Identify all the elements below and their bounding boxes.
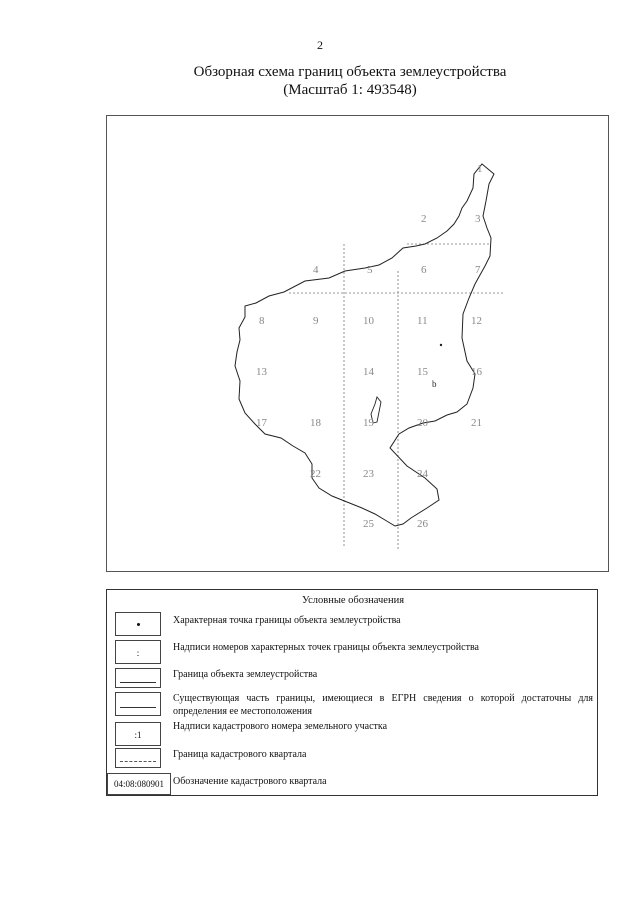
point-label-9: 9 bbox=[313, 315, 319, 327]
title-line-2: (Масштаб 1: 493548) bbox=[283, 82, 417, 98]
legend-item-point-labels bbox=[107, 638, 599, 664]
legend-symbol-quarter-boundary bbox=[115, 748, 161, 768]
existing-boundary-line-icon bbox=[120, 707, 156, 708]
legend-text-existing-boundary: Существующая часть границы, имеющиеся в ЕГРН сведения о которой достаточны для определения ее местоположения bbox=[173, 693, 593, 717]
quarter-code-sample: 04:08:080901 bbox=[107, 773, 171, 795]
point-label-21: 21 bbox=[471, 417, 482, 429]
point-label-sample: : bbox=[136, 648, 140, 658]
grid-lines bbox=[289, 244, 503, 551]
legend-symbol-point bbox=[115, 612, 161, 636]
point-label-22: 22 bbox=[310, 468, 321, 480]
legend-text-quarter-boundary: Граница кадастрового квартала bbox=[173, 749, 307, 760]
legend-item-cadastral-number bbox=[107, 720, 599, 746]
point-label-5: 5 bbox=[367, 264, 373, 276]
quarter-boundary-line-icon bbox=[120, 761, 156, 762]
legend-item-point bbox=[107, 610, 599, 636]
legend-symbol-cadastral-number bbox=[115, 722, 161, 746]
point-label-2: 2 bbox=[421, 213, 427, 225]
point-label-7: 7 bbox=[475, 264, 481, 276]
legend bbox=[106, 589, 598, 796]
point-label-12: 12 bbox=[471, 315, 482, 327]
point-label-1: 1 bbox=[477, 163, 483, 175]
legend-text-point: Характерная точка границы объекта землеустройства bbox=[173, 615, 401, 626]
point-label-13: 13 bbox=[256, 366, 267, 378]
point-label-10: 10 bbox=[363, 315, 374, 327]
title-line-1: Обзорная схема границ объекта землеустройства bbox=[193, 64, 507, 80]
legend-symbol-point-labels bbox=[115, 640, 161, 664]
point-label-26: 26 bbox=[417, 518, 428, 530]
point-label-8: 8 bbox=[259, 315, 265, 327]
point-label-17: 17 bbox=[256, 417, 267, 429]
legend-title: Условные обозначения bbox=[301, 595, 405, 606]
boundary-point-dot bbox=[440, 344, 442, 346]
point-label-24: 24 bbox=[417, 468, 428, 480]
legend-symbol-existing-boundary bbox=[115, 692, 161, 716]
legend-text-quarter-code: Обозначение кадастрового квартала bbox=[173, 776, 327, 787]
point-label-4: 4 bbox=[313, 264, 319, 276]
legend-symbol-object-boundary bbox=[115, 668, 161, 688]
point-labels bbox=[256, 163, 483, 530]
legend-item-object-boundary bbox=[107, 666, 599, 688]
legend-item-quarter-boundary bbox=[107, 748, 599, 770]
legend-text-point-labels: Надписи номеров характерных точек границы объекта землеустройства bbox=[173, 642, 479, 653]
legend-item-existing-boundary bbox=[107, 690, 599, 718]
point-label-3: 3 bbox=[475, 213, 481, 225]
point-dot-icon bbox=[137, 623, 140, 626]
legend-text-cadastral-number: Надписи кадастрового номера земельного участка bbox=[173, 721, 388, 732]
point-label-18: 18 bbox=[310, 417, 321, 429]
overview-map bbox=[106, 115, 609, 572]
point-label-6: 6 bbox=[421, 264, 427, 276]
cadastral-number-sample: :1 bbox=[134, 730, 142, 740]
point-label-20: 20 bbox=[417, 417, 428, 429]
boundary-map-svg bbox=[107, 116, 610, 573]
legend-item-quarter-code bbox=[107, 773, 599, 797]
page-number: 2 bbox=[317, 38, 323, 52]
boundary-line-icon bbox=[120, 682, 156, 683]
legend-text-object-boundary: Граница объекта землеустройства bbox=[173, 669, 318, 680]
inner-mark: b bbox=[432, 379, 437, 389]
page-title bbox=[0, 63, 640, 99]
point-label-15: 15 bbox=[417, 366, 428, 378]
point-label-11: 11 bbox=[417, 315, 428, 327]
point-label-25: 25 bbox=[363, 518, 374, 530]
point-label-19: 19 bbox=[363, 417, 374, 429]
point-label-14: 14 bbox=[363, 366, 374, 378]
point-label-23: 23 bbox=[363, 468, 374, 480]
point-label-16: 16 bbox=[471, 366, 482, 378]
